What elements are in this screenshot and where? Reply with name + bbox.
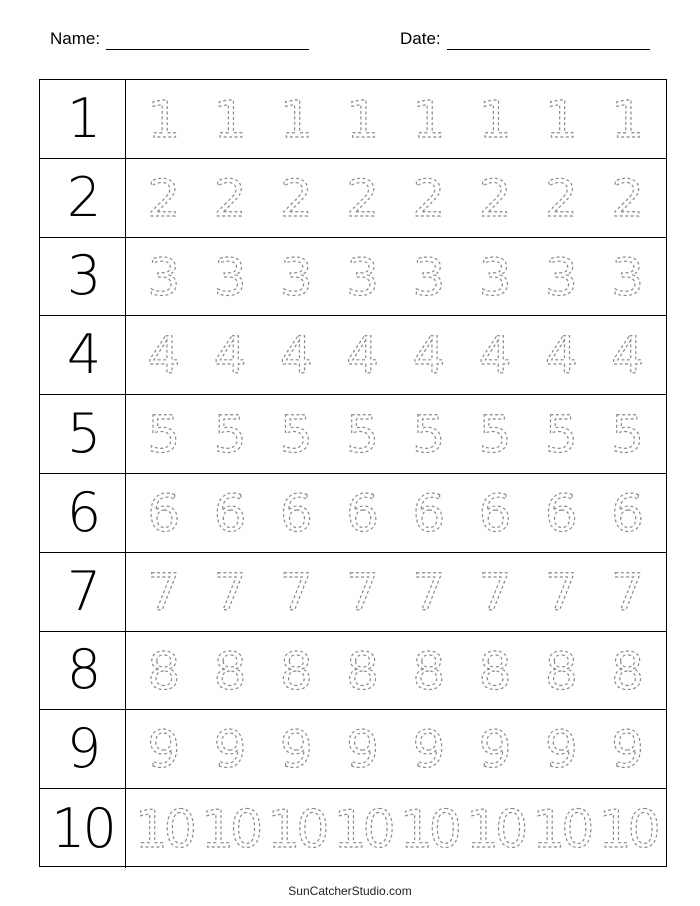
model-number-cell — [40, 238, 126, 316]
name-write-line[interactable] — [106, 32, 309, 50]
tracing-area[interactable] — [126, 238, 666, 316]
dotted-trace-number: 5 — [279, 405, 313, 466]
dotted-trace-number: 7 — [611, 563, 645, 623]
dotted-trace-number: 8 — [544, 641, 578, 702]
dotted-trace-number: 9 — [279, 720, 313, 781]
dotted-trace-number: 4 — [346, 326, 380, 387]
number-row — [40, 632, 666, 711]
date-write-line[interactable] — [447, 32, 650, 50]
dotted-trace-number: 1 — [147, 90, 181, 151]
number-row — [40, 395, 666, 474]
dotted-trace-number: 7 — [213, 563, 247, 623]
dotted-trace-number: 10 — [201, 800, 260, 861]
dotted-trace-number: 10 — [267, 800, 326, 861]
model-number: 9 — [66, 717, 99, 781]
tracing-area[interactable] — [126, 80, 666, 158]
dotted-trace-number: 9 — [412, 720, 446, 781]
number-row — [40, 316, 666, 395]
dotted-trace-number: 5 — [478, 405, 512, 466]
dotted-trace-number: 4 — [213, 326, 247, 387]
model-number: 4 — [66, 323, 99, 387]
tracing-area[interactable] — [126, 159, 666, 237]
model-number: 2 — [66, 165, 99, 229]
dotted-trace-number: 6 — [544, 484, 578, 545]
dotted-trace-number: 9 — [213, 720, 247, 781]
tracing-area[interactable] — [126, 553, 666, 631]
dotted-trace-number: 8 — [213, 641, 247, 702]
dotted-trace-number: 1 — [213, 90, 247, 151]
tracing-area[interactable] — [126, 789, 666, 868]
model-number: 1 — [66, 86, 99, 150]
dotted-trace-number: 5 — [346, 405, 380, 466]
number-row — [40, 710, 666, 789]
dotted-trace-number: 6 — [147, 484, 181, 545]
number-row — [40, 238, 666, 317]
model-number-cell — [40, 80, 126, 158]
dotted-trace-number: 9 — [346, 720, 380, 781]
dotted-trace-number: 3 — [412, 247, 446, 308]
dotted-trace-number: 1 — [279, 90, 313, 151]
model-number-cell — [40, 474, 126, 552]
dotted-trace-number: 4 — [478, 326, 512, 387]
dotted-trace-number: 8 — [346, 641, 380, 702]
dotted-trace-number: 6 — [213, 484, 247, 545]
model-number: 7 — [66, 559, 99, 623]
name-field — [50, 28, 309, 50]
dotted-trace-number: 1 — [412, 90, 446, 151]
dotted-trace-number: 6 — [478, 484, 512, 545]
dotted-trace-number: 10 — [532, 800, 591, 861]
date-field — [400, 28, 650, 50]
date-label: Date: — [400, 29, 441, 48]
tracing-grid — [39, 79, 667, 867]
dotted-trace-number: 3 — [213, 247, 247, 308]
dotted-trace-number: 4 — [412, 326, 446, 387]
dotted-trace-number: 1 — [346, 90, 380, 151]
dotted-trace-number: 4 — [279, 326, 313, 387]
model-number-cell — [40, 789, 126, 868]
dotted-trace-number: 5 — [611, 405, 645, 466]
dotted-trace-number: 2 — [147, 169, 181, 229]
dotted-trace-number: 8 — [611, 641, 645, 702]
site-credit: SunCatcherStudio.com — [288, 884, 412, 898]
dotted-trace-number: 9 — [544, 720, 578, 781]
model-number-cell — [40, 710, 126, 788]
model-number: 6 — [66, 480, 99, 544]
dotted-trace-number: 3 — [611, 247, 645, 308]
dotted-trace-number: 1 — [611, 90, 645, 151]
dotted-trace-number: 5 — [213, 405, 247, 466]
dotted-trace-number: 2 — [544, 169, 578, 229]
dotted-trace-number: 2 — [412, 169, 446, 229]
number-row — [40, 159, 666, 238]
dotted-trace-number: 2 — [346, 169, 380, 229]
model-number: 3 — [66, 244, 99, 308]
tracing-area[interactable] — [126, 316, 666, 394]
dotted-trace-number: 8 — [147, 641, 181, 702]
model-number-cell — [40, 159, 126, 237]
dotted-trace-number: 3 — [544, 247, 578, 308]
number-row — [40, 474, 666, 553]
dotted-trace-number: 7 — [346, 563, 380, 623]
dotted-trace-number: 10 — [399, 800, 458, 861]
dotted-trace-number: 3 — [478, 247, 512, 308]
dotted-trace-number: 10 — [466, 800, 525, 861]
dotted-trace-number: 7 — [147, 563, 181, 623]
dotted-trace-number: 6 — [412, 484, 446, 545]
dotted-trace-number: 5 — [147, 405, 181, 466]
dotted-trace-number: 6 — [279, 484, 313, 545]
dotted-trace-number: 3 — [147, 247, 181, 308]
tracing-area[interactable] — [126, 632, 666, 710]
worksheet-header — [0, 28, 700, 58]
dotted-trace-number: 8 — [279, 641, 313, 702]
model-number-cell — [40, 316, 126, 394]
model-number-cell — [40, 553, 126, 631]
model-number: 5 — [66, 402, 99, 466]
dotted-trace-number: 4 — [544, 326, 578, 387]
dotted-trace-number: 6 — [346, 484, 380, 545]
dotted-trace-number: 8 — [412, 641, 446, 702]
dotted-trace-number: 7 — [279, 563, 313, 623]
dotted-trace-number: 2 — [279, 169, 313, 229]
dotted-trace-number: 2 — [611, 169, 645, 229]
dotted-trace-number: 10 — [333, 800, 392, 861]
dotted-trace-number: 6 — [611, 484, 645, 545]
dotted-trace-number: 8 — [478, 641, 512, 702]
model-number-cell — [40, 395, 126, 473]
tracing-area[interactable] — [126, 710, 666, 788]
model-number-cell — [40, 632, 126, 710]
name-label: Name: — [50, 29, 101, 48]
dotted-trace-number: 5 — [544, 405, 578, 466]
dotted-trace-number: 1 — [478, 90, 512, 151]
dotted-trace-number: 3 — [346, 247, 380, 308]
dotted-trace-number: 2 — [213, 169, 247, 229]
dotted-trace-number: 9 — [147, 720, 181, 781]
tracing-area[interactable] — [126, 474, 666, 552]
dotted-trace-number: 2 — [478, 169, 512, 229]
dotted-trace-number: 10 — [598, 800, 657, 861]
dotted-trace-number: 9 — [611, 720, 645, 781]
number-row — [40, 789, 666, 868]
dotted-trace-number: 4 — [147, 326, 181, 387]
dotted-trace-number: 7 — [478, 563, 512, 623]
number-row — [40, 80, 666, 159]
dotted-trace-number: 4 — [611, 326, 645, 387]
dotted-trace-number: 10 — [134, 800, 193, 861]
dotted-trace-number: 3 — [279, 247, 313, 308]
dotted-trace-number: 1 — [544, 90, 578, 151]
dotted-trace-number: 9 — [478, 720, 512, 781]
tracing-area[interactable] — [126, 395, 666, 473]
dotted-trace-number: 7 — [412, 563, 446, 623]
model-number: 10 — [51, 796, 114, 860]
number-row — [40, 553, 666, 632]
dotted-trace-number: 7 — [544, 563, 578, 623]
dotted-trace-number: 5 — [412, 405, 446, 466]
model-number: 8 — [66, 638, 99, 702]
